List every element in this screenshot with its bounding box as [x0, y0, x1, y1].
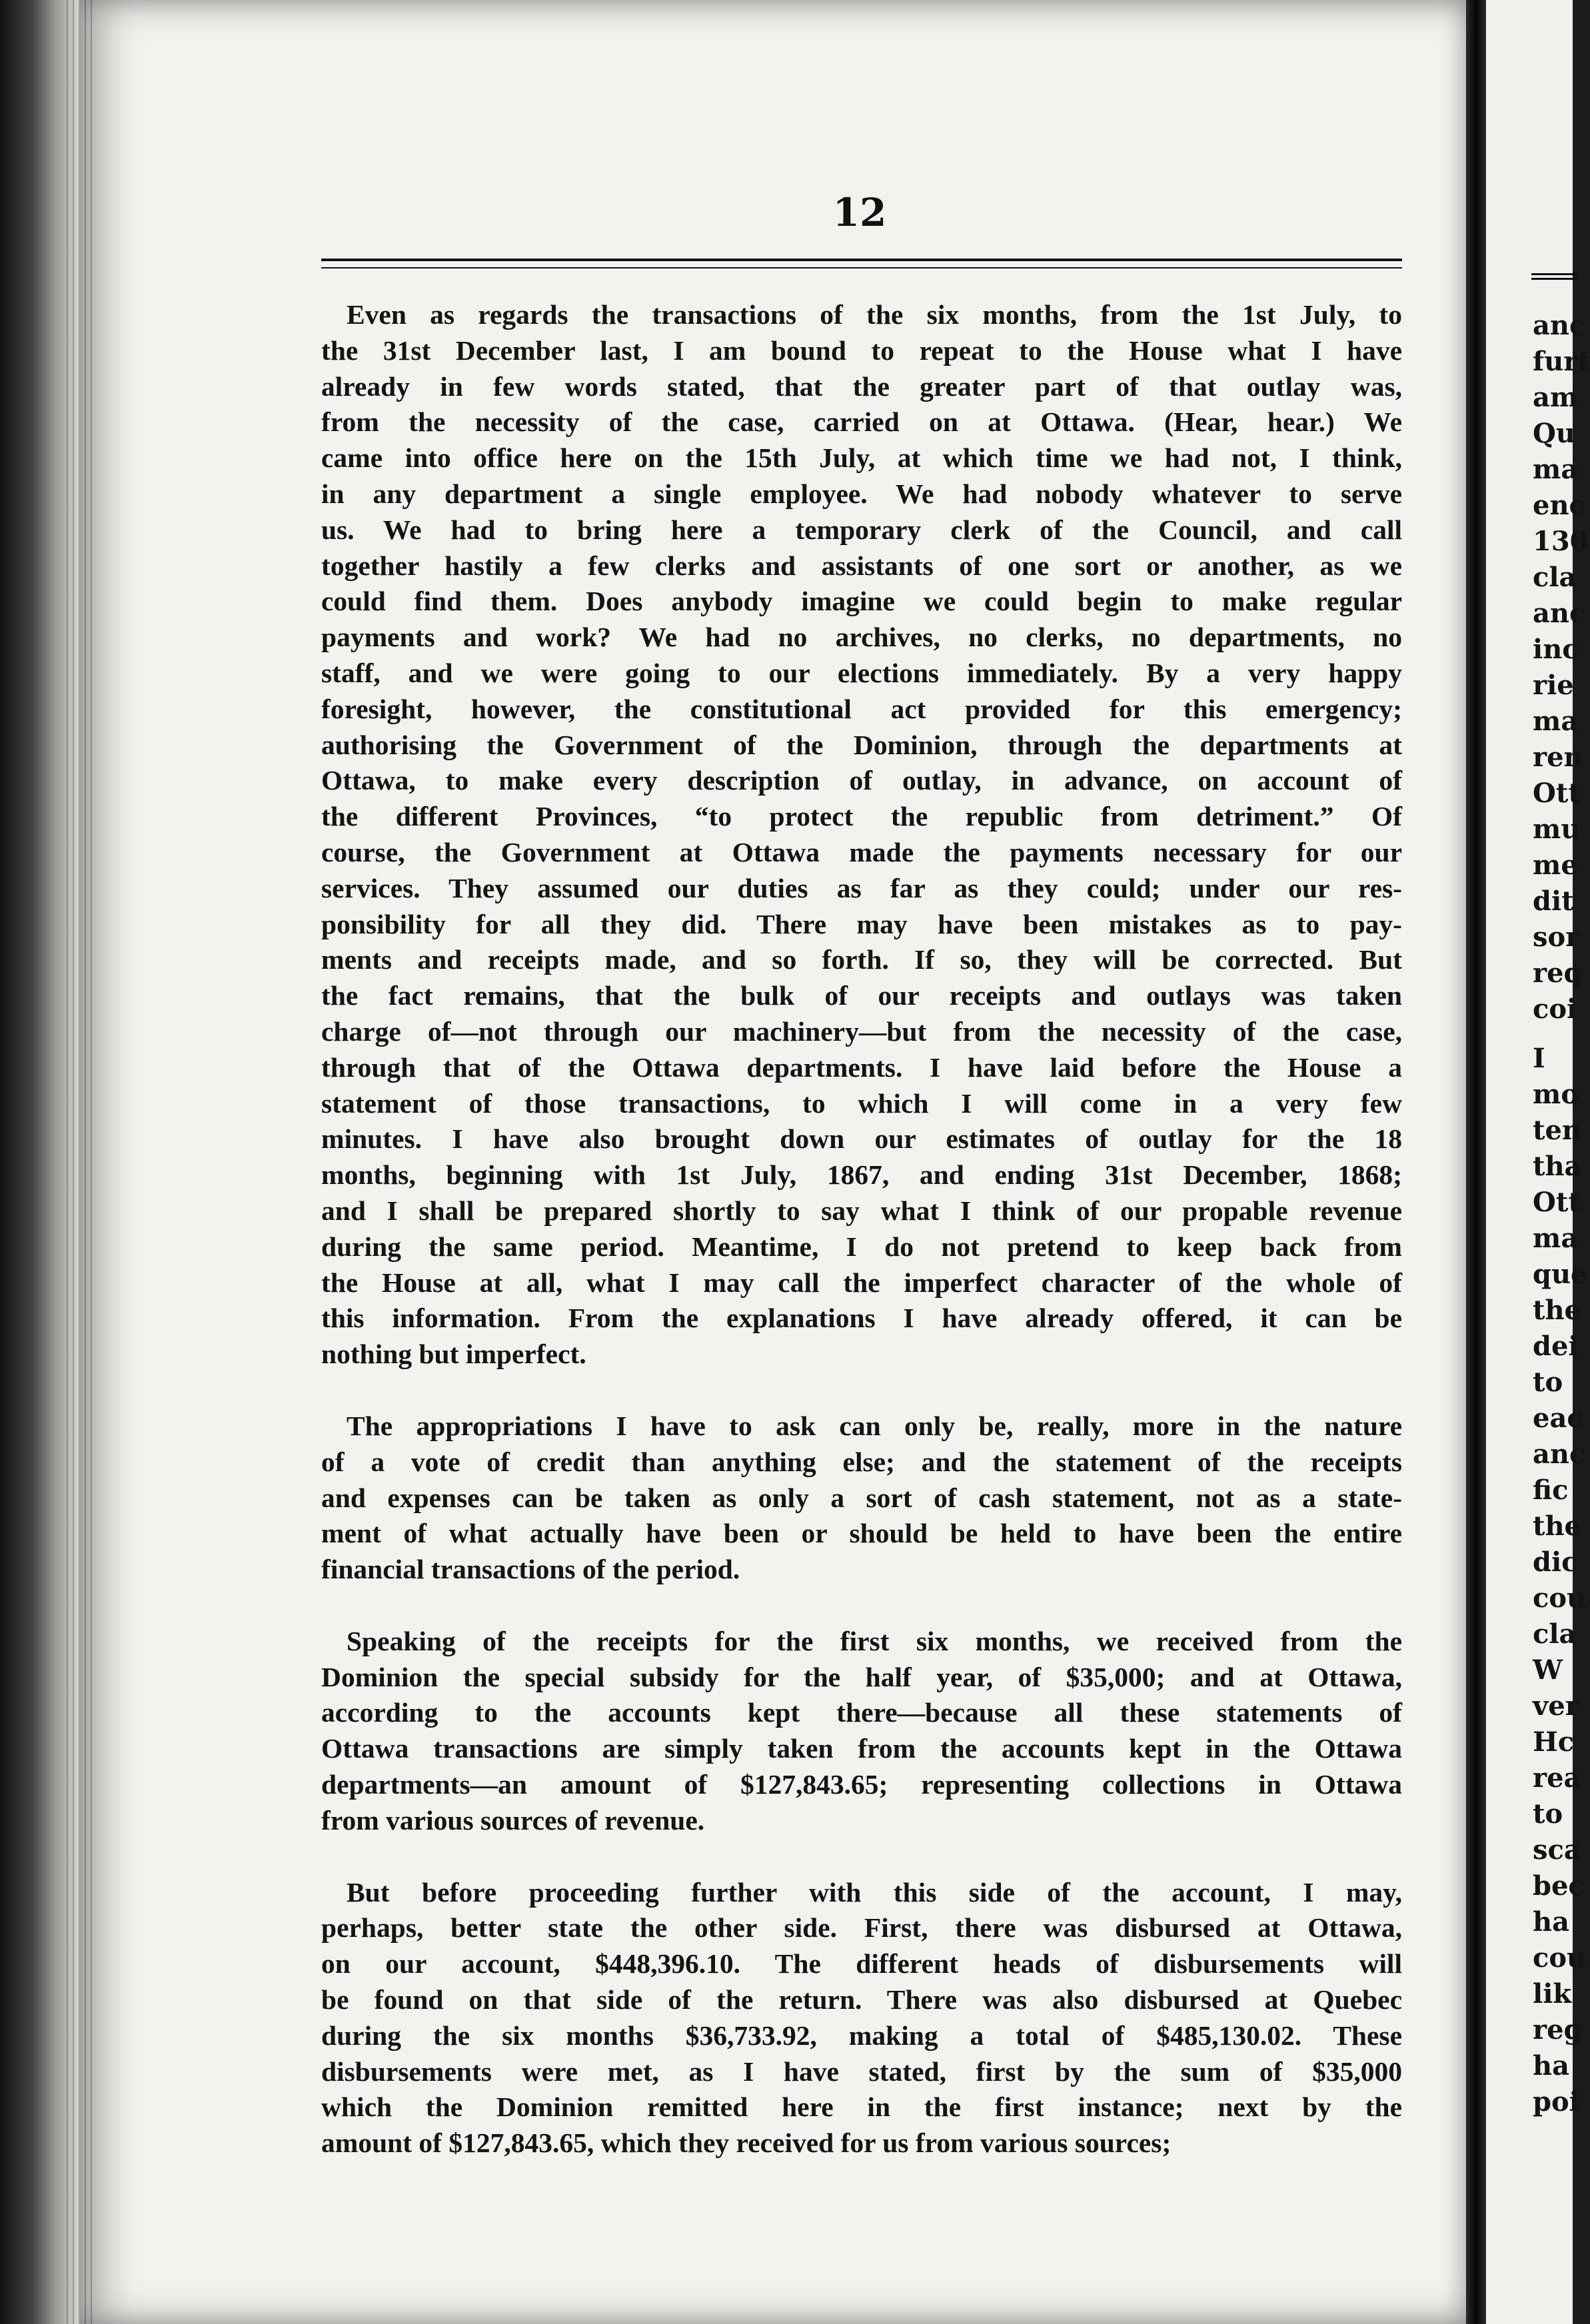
text-line: nothing but imperfect.: [321, 1339, 586, 1370]
header-rule-thin: [321, 267, 1402, 269]
adjacent-fragment: rea: [1533, 1762, 1581, 1794]
adjacent-fragment: to: [1533, 1367, 1563, 1398]
text-line: in any department a single employee. We had nobody whatever to serve: [321, 478, 1402, 509]
text-line: through that of the Ottawa departments. I have laid before the House a: [321, 1051, 1402, 1083]
paragraph: [321, 1624, 1402, 1839]
text-line: Ottawa, to make every description of outlay, in advance, on account of: [321, 765, 1402, 796]
adjacent-fragment: ma: [1533, 454, 1579, 485]
adjacent-fragment: lik: [1533, 1978, 1572, 2010]
adjacent-fragment: Qu: [1533, 418, 1575, 449]
adjacent-fragment: am: [1533, 382, 1579, 413]
text-line: the House at all, what I may call the imperfect character of the whole of: [321, 1267, 1402, 1298]
adjacent-fragment: reg: [1533, 2014, 1583, 2045]
adjacent-fragment: anc: [1533, 598, 1586, 629]
adjacent-page-text: [1533, 308, 1590, 2120]
adjacent-fragment: Ott: [1533, 778, 1581, 809]
text-line: authorising the Government of the Dominion, through the departments at: [321, 729, 1402, 760]
adjacent-fragment: dic: [1533, 1546, 1578, 1578]
text-line: came into office here on the 15th July, at which time we had not, I think,: [321, 442, 1402, 474]
adjacent-fragment: Hc: [1533, 1726, 1575, 1758]
text-line: during the six months $36,733.92, making a total of $485,130.02. These: [321, 2020, 1402, 2051]
adjacent-fragment: ma: [1533, 1223, 1579, 1254]
page-number: 12: [832, 190, 887, 235]
adjacent-fragment: cou: [1533, 1582, 1587, 1614]
adjacent-fragment: eac: [1533, 1403, 1583, 1434]
adjacent-page: [1486, 0, 1590, 2324]
text-line: financial transactions of the period.: [321, 1554, 740, 1585]
adjacent-fragment: coi: [1533, 993, 1577, 1025]
text-line: could find them. Does anybody imagine we could begin to make regular: [321, 586, 1402, 617]
adjacent-fragment: bec: [1533, 1870, 1585, 1902]
adjacent-fragment: req: [1533, 957, 1583, 989]
text-line: from various sources of revenue.: [321, 1804, 705, 1836]
adjacent-fragment: the: [1533, 1510, 1582, 1542]
text-line: Ottawa transactions are simply taken from the accounts kept in the Ottawa: [321, 1733, 1402, 1764]
text-line: this information. From the explanations I have already offered, it can be: [321, 1303, 1402, 1334]
adjacent-fragment: inc: [1533, 634, 1579, 665]
text-line: us. We had to bring here a temporary clerk of the Council, and call: [321, 514, 1402, 545]
text-line: services. They assumed our duties as far as they could; under our res-: [321, 872, 1402, 903]
text-line: and expenses can be taken as only a sort of cash statement, not as a state-: [321, 1482, 1402, 1513]
adjacent-fragment: mo: [1533, 1079, 1579, 1110]
text-line: But before proceeding further with this side of the account, I may,: [347, 1876, 1402, 1908]
text-line: Even as regards the transactions of the six months, from the 1st July, to: [347, 299, 1402, 330]
adjacent-fragment: mu: [1533, 814, 1581, 845]
text-line: of a vote of credit than anything else; and the statement of the receipts: [321, 1446, 1402, 1477]
text-line: and I shall be prepared shortly to say what I think of our propable revenue: [321, 1195, 1402, 1226]
text-line: minutes. I have also brought down our estimates of outlay for the 18: [321, 1123, 1402, 1155]
adjacent-fragment: anc: [1533, 1439, 1586, 1470]
text-line: ments and receipts made, and so forth. If so, they will be corrected. But: [321, 944, 1402, 975]
text-line: staff, and we were going to our elections immediately. By a very happy: [321, 657, 1402, 688]
adjacent-fragment: anc: [1533, 310, 1586, 341]
adjacent-fragment: me: [1533, 850, 1578, 881]
adjacent-fragment: cla: [1533, 1618, 1577, 1650]
adjacent-fragment: dit: [1533, 885, 1574, 917]
text-line: according to the accounts kept there—because all these statements of: [321, 1697, 1402, 1728]
adjacent-fragment: rie: [1533, 670, 1574, 701]
adjacent-fragment: furt: [1533, 346, 1590, 377]
text-line: the fact remains, that the bulk of our receipts and outlays was taken: [321, 980, 1402, 1011]
adjacent-fragment: ma: [1533, 706, 1579, 737]
adjacent-fragment: the: [1533, 1295, 1582, 1326]
adjacent-fragment: enc: [1533, 490, 1585, 521]
text-line: be found on that side of the return. There was also disbursed at Quebec: [321, 1984, 1402, 2016]
adjacent-fragment: Ott: [1533, 1187, 1581, 1218]
text-line: departments—an amount of $127,843.65; representing collections in Ottawa: [321, 1769, 1402, 1800]
adjacent-fragment: fic: [1533, 1474, 1569, 1506]
adjacent-fragment: I: [1533, 1043, 1545, 1074]
adjacent-fragment: dei: [1533, 1331, 1579, 1362]
text-line: Dominion the special subsidy for the half year, of $35,000; and at Ottawa,: [321, 1661, 1402, 1692]
adjacent-fragment: ten: [1533, 1115, 1582, 1146]
text-line: ponsibility for all they did. There may have been mistakes as to pay-: [321, 908, 1402, 939]
adjacent-fragment: sca: [1533, 1834, 1581, 1866]
text-line: The appropriations I have to ask can only be, really, more in the nature: [347, 1410, 1402, 1441]
adjacent-fragment: poi: [1533, 2086, 1579, 2117]
binding-shadow-lines: [67, 0, 93, 2324]
adjacent-fragment: 130: [1533, 526, 1589, 557]
text-line: charge of—not through our machinery—but from the necessity of the case,: [321, 1015, 1402, 1047]
paragraph: [321, 1409, 1402, 1588]
adjacent-fragment: sor: [1533, 921, 1580, 953]
adjacent-fragment: ha: [1533, 2050, 1569, 2081]
adjacent-fragment: cla: [1533, 562, 1577, 593]
text-line: amount of $127,843.65, which they received for us from various sources;: [321, 2127, 1172, 2159]
adjacent-fragment: que: [1533, 1259, 1588, 1290]
text-line: on our account, $448,396.10. The different heads of disbursements will: [321, 1948, 1402, 1980]
adjacent-fragment: tha: [1533, 1151, 1582, 1182]
text-line: course, the Government at Ottawa made the payments necessary for our: [321, 836, 1402, 868]
text-line: statement of those transactions, to which I will come in a very few: [321, 1087, 1402, 1119]
adjacent-page-rule: [1531, 273, 1578, 275]
header-rule: [321, 259, 1402, 261]
adjacent-fragment: ren: [1533, 742, 1583, 773]
adjacent-fragment: ver: [1533, 1690, 1579, 1722]
text-line: foresight, however, the constitutional act provided for this emergency;: [321, 693, 1402, 724]
page-gutter: [1466, 0, 1486, 2324]
adjacent-fragment: W: [1533, 1654, 1563, 1686]
text-line: disbursements were met, as I have stated, first by the sum of $35,000: [321, 2055, 1402, 2087]
paragraph: [321, 297, 1402, 1373]
text-line: Speaking of the receipts for the first six months, we received from the: [347, 1625, 1402, 1656]
adjacent-fragment: cou: [1533, 1942, 1587, 1974]
text-line: perhaps, better state the other side. First, there was disbursed at Ottawa,: [321, 1912, 1402, 1944]
text-line: already in few words stated, that the greater part of that outlay was,: [321, 370, 1402, 402]
body-text: [321, 297, 1402, 2161]
text-line: the different Provinces, “to protect the republic from detriment.” Of: [321, 801, 1402, 832]
text-line: which the Dominion remitted here in the first instance; next by the: [321, 2091, 1402, 2123]
adjacent-fragment: to: [1533, 1798, 1563, 1830]
text-line: ment of what actually have been or should be held to have been the entire: [321, 1518, 1402, 1549]
text-line: the 31st December last, I am bound to repeat to the House what I have: [321, 334, 1402, 366]
text-line: during the same period. Meantime, I do not pretend to keep back from: [321, 1231, 1402, 1262]
text-line: from the necessity of the case, carried on at Ottawa. (Hear, hear.) We: [321, 406, 1402, 438]
text-line: payments and work? We had no archives, no clerks, no departments, no: [321, 622, 1402, 653]
adjacent-fragment: ha: [1533, 1906, 1569, 1938]
text-line: together hastily a few clerks and assistants of one sort or another, as we: [321, 550, 1402, 581]
paragraph: [321, 1875, 1402, 2161]
text-line: months, beginning with 1st July, 1867, and ending 31st December, 1868;: [321, 1159, 1402, 1191]
